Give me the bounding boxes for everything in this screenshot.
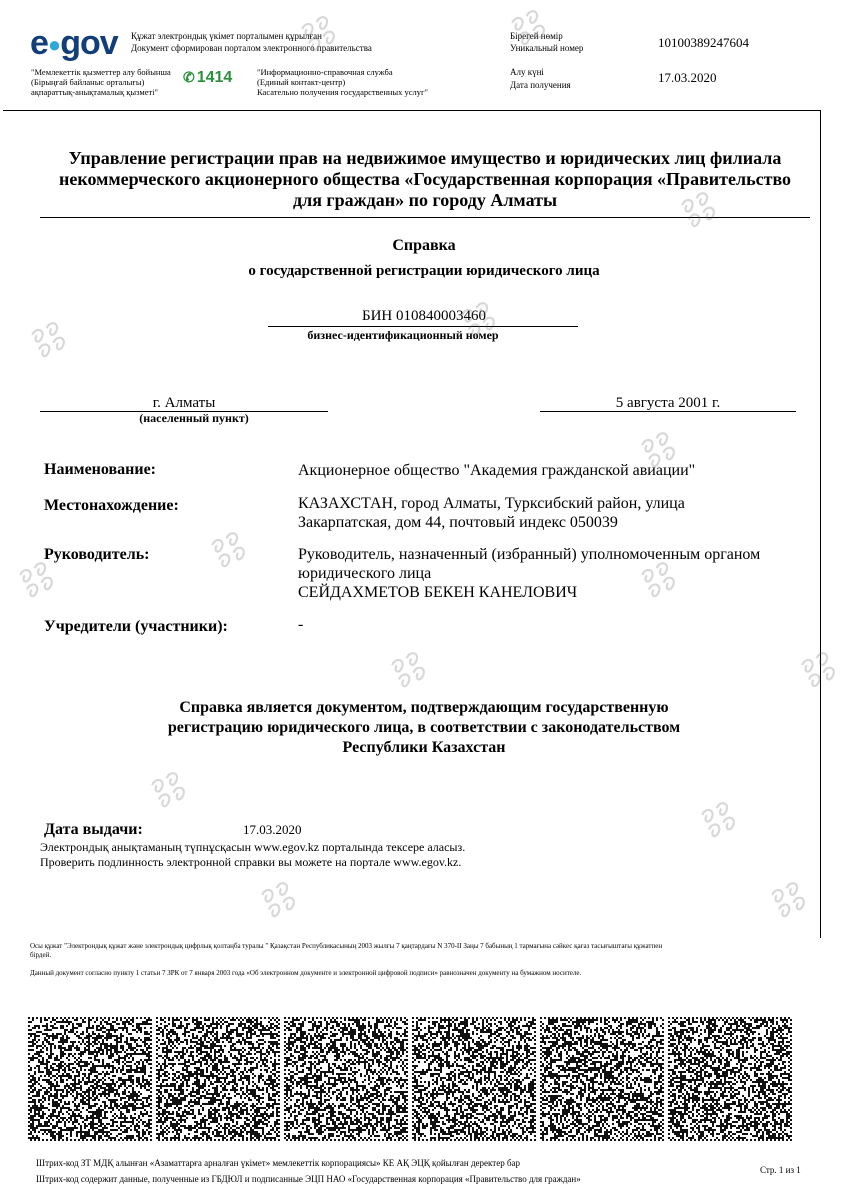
bin-value: БИН 010840003460	[361, 308, 487, 324]
issue-date-label: Дата выдачи:	[44, 821, 143, 838]
registration-date: 5 августа 2001 г.	[615, 395, 721, 411]
unique-number-label-kz: Бірегей нөмір	[510, 31, 563, 41]
phone-icon: ✆	[183, 69, 195, 85]
bin-underline	[268, 326, 578, 327]
bin-caption: бизнес-идентификационный номер	[307, 328, 499, 342]
city-value: г. Алматы	[152, 395, 216, 411]
unique-number: 10100389247604	[658, 35, 749, 50]
barcode-block-1	[28, 1017, 152, 1141]
head-label: Руководитель:	[44, 546, 150, 563]
verify-notice-kz: Электрондық анықтаманың түпнұсқасын www.egov.kz порталында тексере аласыз.	[40, 840, 466, 854]
location-value: КАЗАХСТАН, город Алматы, Турксибский район, улица Закарпатская, дом 44, почтовый индекс 050039	[298, 495, 685, 531]
legal-statement: Справка является документом, подтверждающим государственную регистрацию юридического лица, в соответствии с законодательством Республики Казахстан	[167, 699, 681, 756]
barcode-note-kz: Штрих-код ЗТ МДҚ алынған «Азаматтарға арналған үкімет» мемлекеттік корпорациясы» КЕ АҚ ЭЦҚ қойылған деректер бар	[36, 1158, 521, 1168]
doc-title: Справка	[392, 237, 456, 254]
city-caption: (населенный пункт)	[139, 411, 249, 425]
unique-number-label-ru: Уникальный номер	[510, 43, 584, 53]
egov-logo: e●gov	[30, 24, 118, 62]
head-value: Руководитель, назначенный (избранный) уполномоченным органом юридического лица СЕЙДАХМЕТОВ БЕКЕН КАНЕЛОВИЧ	[298, 546, 761, 601]
receipt-date: 17.03.2020	[658, 70, 717, 85]
service-kz: "Мемлекеттік қызметтер алу бойынша (Бірыңғай байланыс орталығы) ақпараттық-анықтамалық қызметі"	[31, 67, 171, 97]
receipt-date-label-ru: Дата получения	[510, 80, 571, 90]
name-label: Наименование:	[44, 461, 156, 478]
barcode-block-2	[156, 1017, 280, 1141]
date-underline	[540, 411, 796, 412]
barcode-block-5	[540, 1017, 664, 1141]
founders-value: -	[298, 616, 304, 633]
contact-center-phone: ✆ 1414	[183, 69, 233, 86]
location-label: Местонахождение:	[44, 497, 179, 514]
issue-date: 17.03.2020	[243, 822, 302, 837]
page-number: Стр. 1 из 1	[760, 1165, 801, 1175]
barcode-block-6	[668, 1017, 792, 1141]
portal-notice-ru: Документ сформирован порталом электронного правительства	[131, 43, 372, 53]
name-value: Акционерное общество "Академия гражданской авиации"	[298, 462, 696, 479]
portal-notice-kz: Құжат электрондық үкімет порталымен құрылған	[131, 31, 322, 41]
service-ru: "Информационно-справочная служба (Единый контакт-центр) Касательно получения государственных услуг"	[257, 67, 428, 97]
barcode-block-3	[284, 1017, 408, 1141]
barcode-note-ru: Штрих-код содержит данные, полученные из ГБДЮЛ и подписанные ЭЦП НАО «Государственная корпорация «Правительство для граждан»	[36, 1174, 581, 1184]
barcode-block-4	[412, 1017, 536, 1141]
verify-notice-ru: Проверить подлинность электронной справки вы можете на портале www.egov.kz.	[40, 855, 462, 869]
founders-label: Учредители (участники):	[44, 618, 228, 635]
doc-subtitle: о государственной регистрации юридического лица	[248, 263, 600, 279]
legal-note-ru: Данный документ согласно пункту 1 статьи 7 ЗРК от 7 января 2003 года «Об электронном документе и электронной цифровой подписи» равнозначен документу на бумажном носителе.	[30, 969, 582, 977]
legal-note-kz: Осы құжат "Электрондық құжат және электрондық цифрлық қолтаңба туралы " Қазақстан Республикасының 2003 жылғы 7 қаңтардағы N 370-II Заңы 7 бабының 1 тармағына сәйкес қағаз тасығыштағы құжатпен бірдей.	[30, 942, 663, 959]
issuing-authority: Управление регистрации прав на недвижимое имущество и юридических лиц филиала некоммерческого акционерного общества «Государственная корпорация «Правительство для граждан» по городу Алматы	[58, 148, 792, 210]
receipt-date-label-kz: Алу күні	[510, 67, 544, 77]
